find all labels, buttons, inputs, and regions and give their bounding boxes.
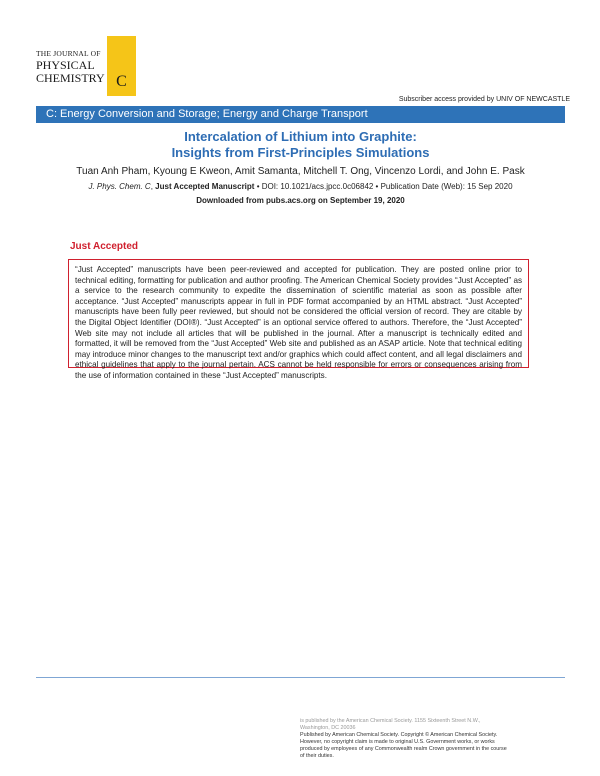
just-accepted-body: “Just Accepted” manuscripts have been peer-reviewed and accepted for publication. They are posted online prior to technical editing, formatting for publication and author proofing. The American Chemical Society provides “Just Accepted” as a service to the research community to expedite the dissemination of scientific material as soon as possible after acceptance. “Just Accepted” manuscripts appear in full in PDF format accompanied by an HTML abstract. “Just Accepted” manuscripts have been fully peer reviewed, but should not be considered the official version of record. They are citable by the Digital Object Identifier (DOI®). “Just Accepted” is an optional service offered to authors. Therefore, the “Just Accepted” Web site may not include all articles that will be published in the journal. After a manuscript is technically edited and formatted, it will be removed from the “Just Accepted” Web site and published as an ASAP article. Note that technical editing may introduce minor changes to the manuscript text and/or graphics which could affect content, and all legal disclaimers and ethical guidelines that apply to the journal pertain. ACS cannot be held responsible for errors or consequences arising from the use of information contained in these “Just Accepted” manuscripts.: [75, 265, 522, 380]
footer-line-4: However, no copyright claim is made to original U.S. Government works, or works: [300, 739, 495, 745]
citation-line: J. Phys. Chem. C, Just Accepted Manuscript • DOI: 10.1021/acs.jpcc.0c06842 • Publication Date (Web): 15 Sep 2020: [88, 182, 513, 191]
logo-letter: C: [116, 73, 127, 90]
section-banner: C: Energy Conversion and Storage; Energy and Charge Transport: [36, 106, 565, 123]
footer-line-6: of their duties.: [300, 753, 334, 759]
just-accepted-heading: Just Accepted: [70, 241, 138, 252]
logo-line-2: PHYSICAL: [36, 57, 95, 72]
logo-line-3: CHEMISTRY: [36, 70, 105, 85]
article-title-line-2: Insights from First-Principles Simulations: [171, 145, 430, 160]
doi-and-date: • DOI: 10.1021/acs.jpcc.0c06842 • Publication Date (Web): 15 Sep 2020: [256, 182, 513, 191]
publisher-footer: [300, 718, 570, 760]
logo-wordmark: [36, 49, 105, 85]
logo-line-1: THE JOURNAL OF: [36, 49, 101, 58]
journal-logo: [36, 36, 136, 96]
footer-line-5: produced by employees of any Commonwealth realm Crown government in the course: [300, 746, 507, 752]
just-accepted-notice-box: [68, 259, 529, 380]
footer-line-2: Washington, DC 20036: [300, 725, 356, 731]
logo-accent-block: [107, 36, 136, 96]
footer-line-3: Published by American Chemical Society. Copyright © American Chemical Society.: [300, 732, 498, 738]
author-list: Tuan Anh Pham, Kyoung E Kweon, Amit Samanta, Mitchell T. Ong, Vincenzo Lordi, and John E. Pask: [76, 166, 525, 177]
footer-divider: [36, 677, 565, 678]
footer-line-1: is published by the American Chemical Society. 1155 Sixteenth Street N.W.,: [300, 718, 481, 724]
manuscript-status: Just Accepted Manuscript: [155, 182, 255, 191]
subscriber-notice: Subscriber access provided by UNIV OF NEWCASTLE: [398, 96, 570, 103]
journal-name: J. Phys. Chem. C: [88, 182, 151, 191]
article-title-line-1: Intercalation of Lithium into Graphite:: [184, 129, 417, 144]
download-notice: Downloaded from pubs.acs.org on September 19, 2020: [196, 196, 405, 205]
